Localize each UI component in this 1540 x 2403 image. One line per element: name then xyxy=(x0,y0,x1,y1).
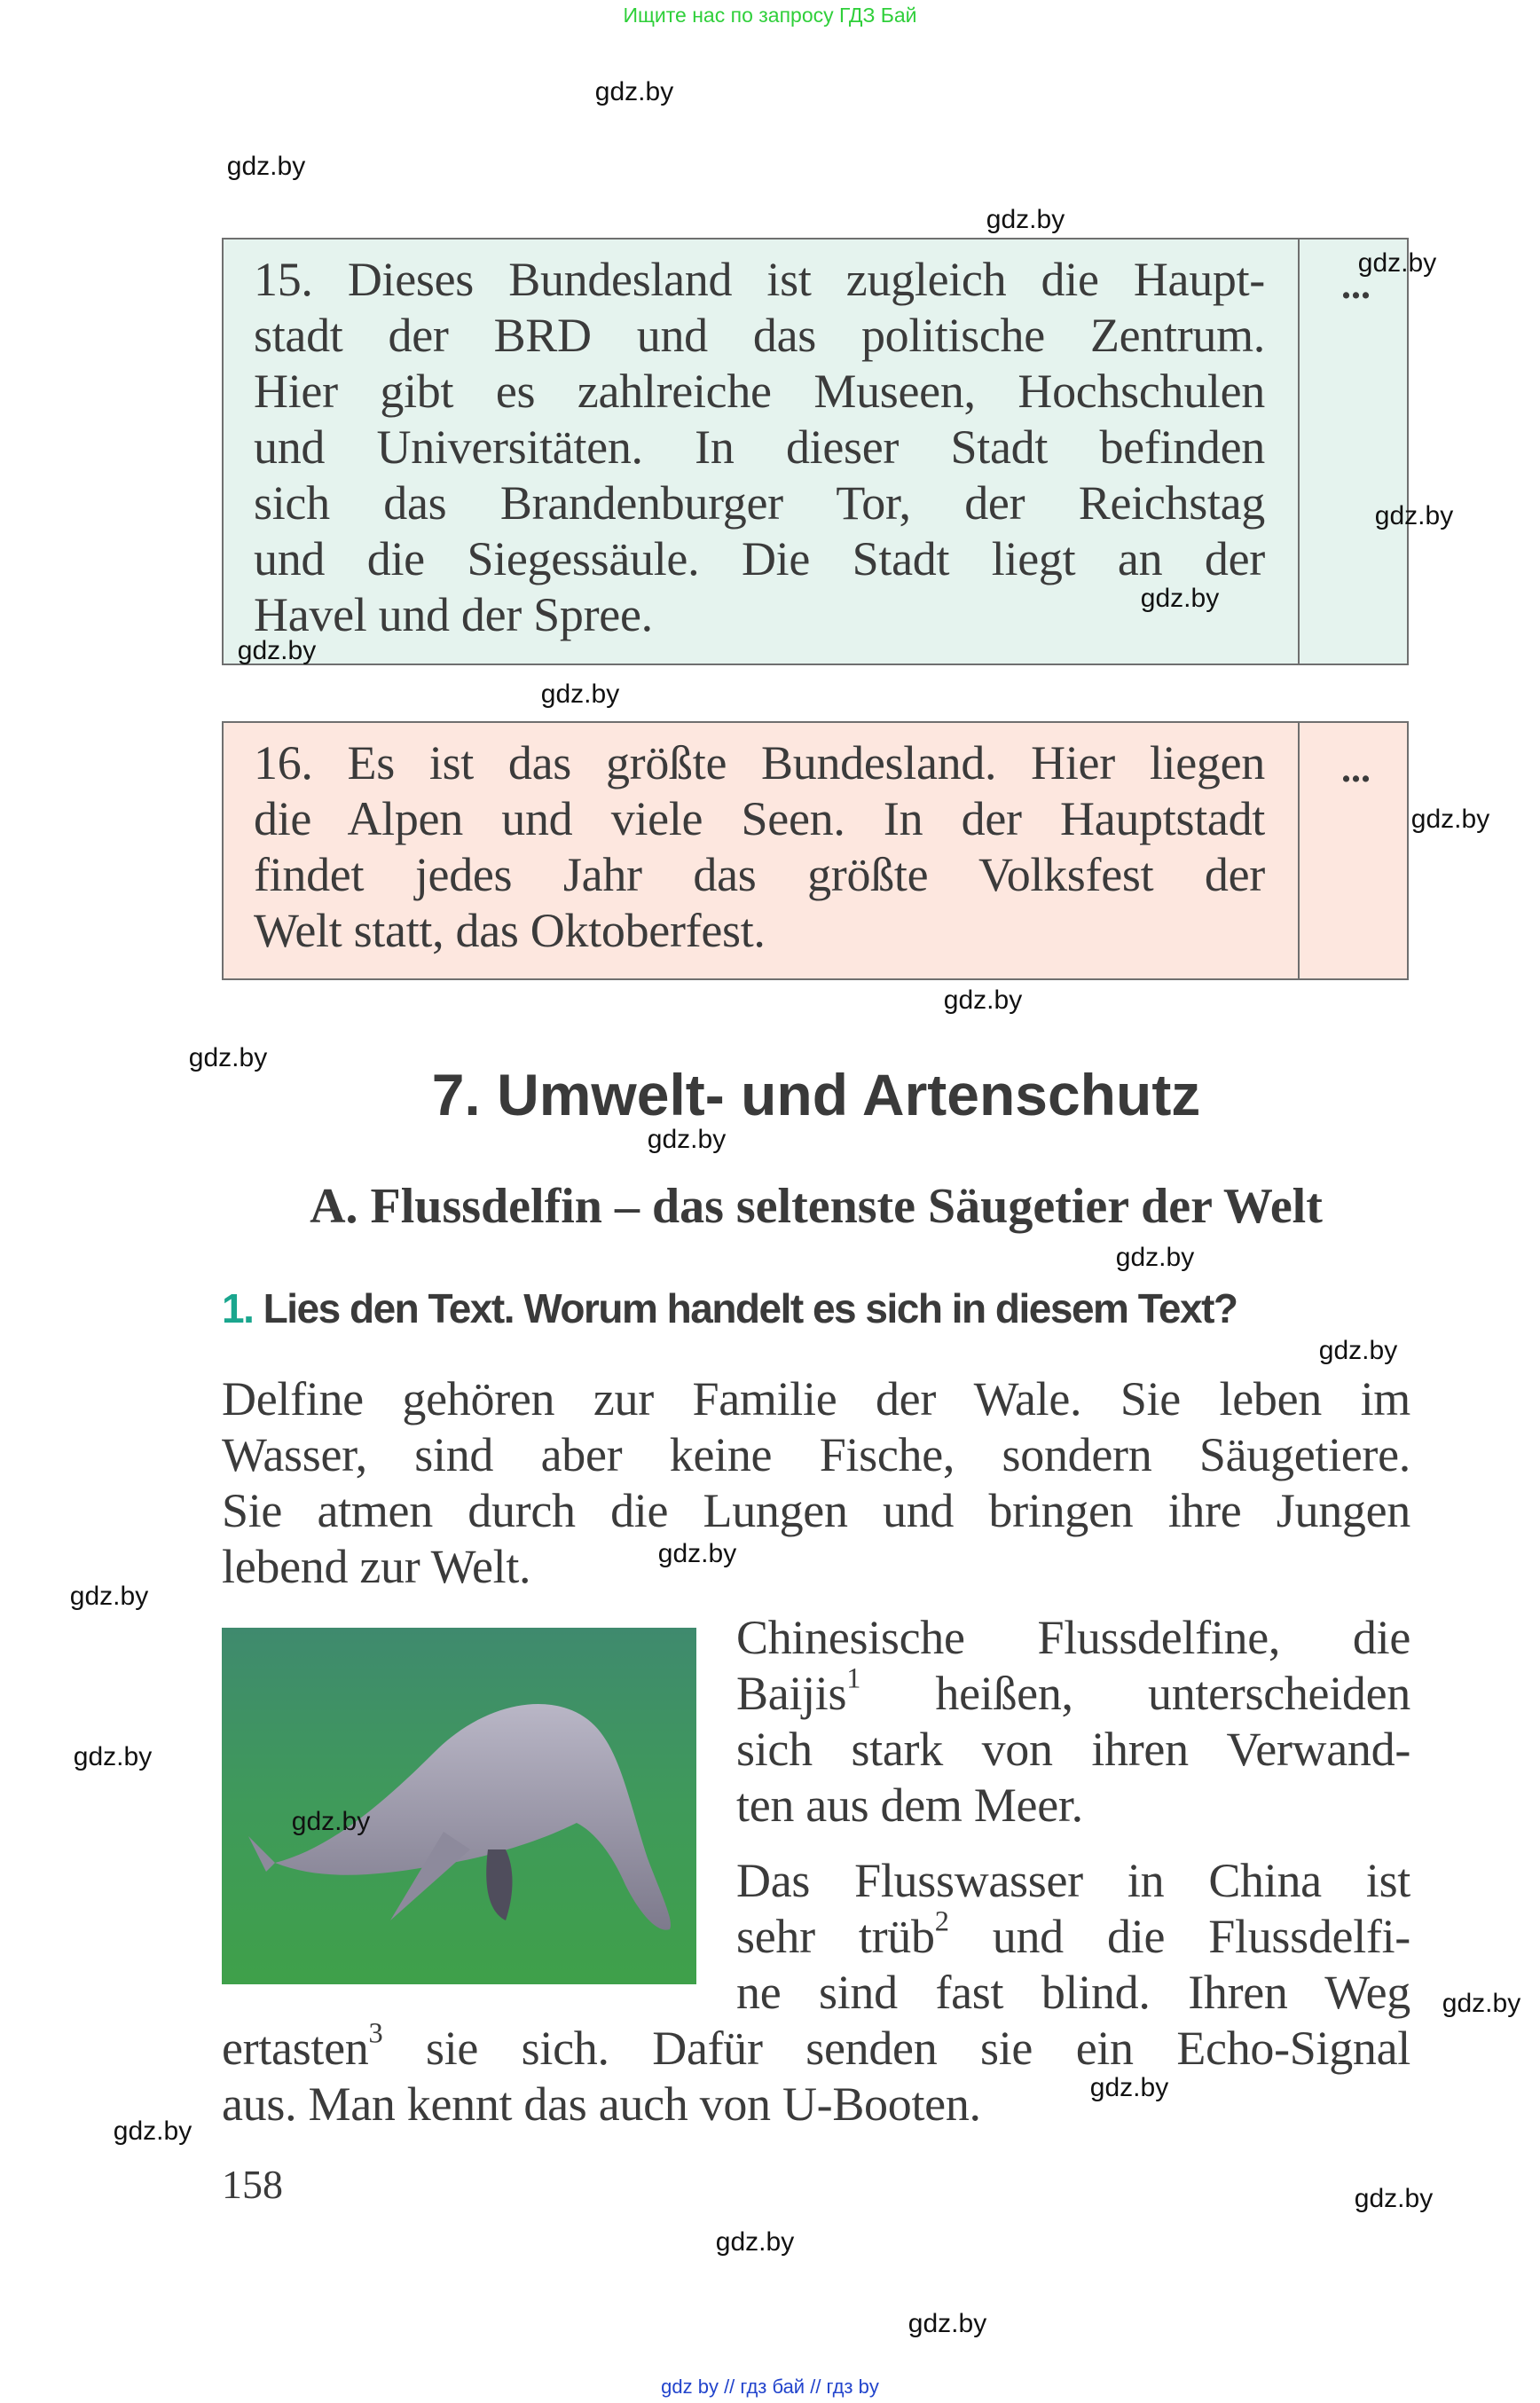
text-span: sehr trüb xyxy=(736,1910,935,1963)
text-span: sie sich. Dafür senden sie ein Echo-Signal xyxy=(382,2022,1410,2075)
watermark: gdz.by xyxy=(943,986,1023,1015)
watermark: gdz.by xyxy=(1410,805,1490,834)
watermark: gdz.by xyxy=(1442,1989,1521,2018)
footer-links[interactable]: gdz by // гдз бай // гдз by xyxy=(661,2376,879,2398)
watermark: gdz.by xyxy=(237,636,317,665)
section-title: A. Flussdelfin – das seltenste Säugetier der Welt xyxy=(310,1179,1323,1234)
watermark: gdz.by xyxy=(1089,2073,1169,2102)
watermark: gdz.by xyxy=(540,679,620,709)
task-text: Lies den Text. Worum handelt es sich in diesem Text? xyxy=(263,1285,1238,1331)
text-line: Delfine gehören zur Familie der Wale. Sie leben im xyxy=(222,1372,1410,1425)
text-line: und Universitäten. In dieser Stadt befinden xyxy=(254,420,1265,474)
watermark: gdz.by xyxy=(715,2227,795,2257)
text-span: und die Flussdelfi- xyxy=(948,1910,1410,1963)
watermark: gdz.by xyxy=(188,1043,268,1072)
dolphin-photo xyxy=(222,1628,696,1984)
quiz-box-text xyxy=(254,252,1265,643)
text-line: lebend zur Welt. xyxy=(222,1540,531,1593)
watermark: gdz.by xyxy=(69,1582,149,1611)
watermark: gdz.by xyxy=(1357,248,1437,278)
text-line: Welt statt, das Oktoberfest. xyxy=(254,904,766,957)
text-line: 16. Es ist das größte Bundesland. Hier liegen xyxy=(254,736,1265,789)
text-line: die Alpen und viele Seen. In der Hauptstadt xyxy=(254,792,1265,845)
text-line xyxy=(736,1905,1410,1965)
text-line: Wasser, sind aber keine Fische, sondern Säugetiere. xyxy=(222,1428,1410,1481)
column-divider xyxy=(1298,723,1300,978)
watermark: gdz.by xyxy=(291,1807,371,1836)
quiz-box-15 xyxy=(222,238,1409,665)
text-line: Chinesische Flussdelfine, die xyxy=(736,1611,1410,1664)
footnote-ref: 1 xyxy=(846,1662,861,1695)
side-paragraph-1 xyxy=(736,1610,1410,1834)
watermark: gdz.by xyxy=(1354,2184,1434,2213)
text-line: Das Flusswasser in China ist xyxy=(736,1854,1410,1907)
watermark: gdz.by xyxy=(1140,584,1220,613)
text-line: ne sind fast blind. Ihren Weg xyxy=(736,1966,1410,2019)
text-line: Hier gibt es zahlreiche Museen, Hochschulen xyxy=(254,365,1265,418)
footnote-ref: 3 xyxy=(368,2017,383,2050)
intro-paragraph xyxy=(222,1371,1410,1595)
side-paragraph-2-continued xyxy=(222,2017,1410,2132)
watermark: gdz.by xyxy=(986,205,1065,234)
text-span: ertasten xyxy=(222,2022,369,2075)
footnote-ref: 2 xyxy=(934,1905,949,1938)
watermark: gdz.by xyxy=(657,1539,737,1568)
task-number: 1. xyxy=(222,1285,254,1331)
text-line: stadt der BRD und das politische Zentrum. xyxy=(254,309,1265,362)
quiz-box-text xyxy=(254,735,1265,959)
text-span: heißen, unterscheiden xyxy=(860,1667,1410,1720)
chapter-title: 7. Umwelt- und Artenschutz xyxy=(431,1062,1201,1127)
watermark: gdz.by xyxy=(73,1742,153,1771)
watermark: gdz.by xyxy=(226,152,306,181)
top-banner[interactable]: Ищите нас по запросу ГДЗ Бай xyxy=(623,4,917,27)
watermark: gdz.by xyxy=(1115,1243,1195,1272)
quiz-box-16 xyxy=(222,721,1409,980)
watermark: gdz.by xyxy=(113,2116,192,2146)
answer-blank: ... xyxy=(1341,263,1371,307)
text-line: ten aus dem Meer. xyxy=(736,1779,1083,1832)
text-line: sich stark von ihren Verwand- xyxy=(736,1723,1410,1776)
text-line: und die Siegessäule. Die Stadt liegt an der xyxy=(254,532,1265,585)
text-line: aus. Man kennt das auch von U-Booten. xyxy=(222,2077,981,2131)
side-paragraph-2 xyxy=(736,1853,1410,2021)
text-line: sich das Brandenburger Tor, der Reichstag xyxy=(254,476,1265,530)
text-line: findet jedes Jahr das größte Volksfest der xyxy=(254,848,1265,901)
watermark: gdz.by xyxy=(908,2309,987,2338)
watermark: gdz.by xyxy=(647,1125,727,1154)
watermark: gdz.by xyxy=(1318,1336,1398,1365)
watermark: gdz.by xyxy=(594,77,674,106)
column-divider xyxy=(1298,240,1300,664)
text-line: Havel und der Spree. xyxy=(254,588,653,641)
text-span: Baijis xyxy=(736,1667,847,1720)
answer-blank: ... xyxy=(1341,747,1371,790)
text-line: 15. Dieses Bundesland ist zugleich die Haupt- xyxy=(254,253,1265,306)
text-line xyxy=(222,2017,1410,2077)
text-line xyxy=(736,1662,1410,1722)
watermark: gdz.by xyxy=(1374,501,1454,530)
text-line: Sie atmen durch die Lungen und bringen ihre Jungen xyxy=(222,1484,1410,1537)
task-heading xyxy=(222,1284,1238,1332)
page-number: 158 xyxy=(222,2162,283,2207)
